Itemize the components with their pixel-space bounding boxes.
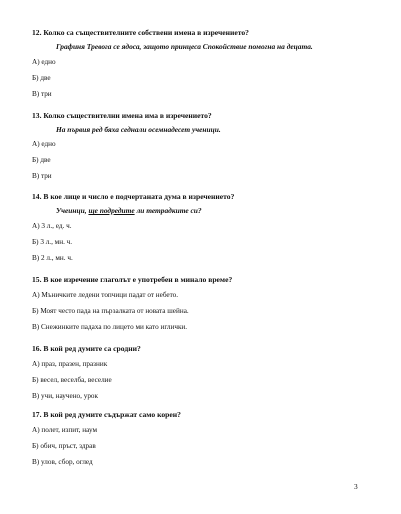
question-17-option-a: А) полет, изпит, наум <box>32 426 97 434</box>
question-12-sentence: Графиня Тревога се ядоса, защото принцеса Спокойствие помогна на децата. <box>56 42 313 51</box>
question-17-option-b: Б) обич, пръст, здрав <box>32 442 96 450</box>
question-15-option-b: Б) Моят често пада на пързалката от новата шейна. <box>32 307 189 315</box>
question-16-option-b: Б) весел, веселба, веселие <box>32 376 112 384</box>
question-17 <box>32 410 377 466</box>
question-13-option-a: А) едно <box>32 140 56 148</box>
question-13-option-b: Б) две <box>32 156 51 164</box>
question-14-option-a: А) 3 л., ед. ч. <box>32 222 72 230</box>
question-14-sentence <box>56 206 377 216</box>
question-12-option-b: Б) две <box>32 74 51 82</box>
question-14-title: 14. В кое лице и число е подчертаната дума в изречението? <box>32 192 235 201</box>
question-16 <box>32 344 377 400</box>
question-14-sentence-end: ли тетрадките си? <box>134 206 202 215</box>
question-12-option-a: А) едно <box>32 58 56 66</box>
question-15-option-c: В) Снежинките падаха по лицето ми като иглички. <box>32 323 188 331</box>
question-15-title: 15. В кое изречение глаголът е употребен в минало време? <box>32 275 233 284</box>
question-17-option-c: В) улов, сбор, оглед <box>32 458 93 466</box>
question-13-option-c: В) три <box>32 172 52 180</box>
question-14-sentence-start: Учеинци, <box>56 206 89 215</box>
question-14 <box>32 192 377 262</box>
question-16-option-c: В) учи, научено, урок <box>32 392 99 400</box>
question-17-title: 17. В кой ред думите съдържат само корен? <box>32 410 181 419</box>
question-13-sentence: На първия ред бяха седнали осемнадесет ученици. <box>56 125 221 134</box>
question-12-option-c: В) три <box>32 90 52 98</box>
question-15 <box>32 275 377 331</box>
underlined-word: ще подредите <box>88 206 135 215</box>
question-13 <box>32 111 377 180</box>
question-15-option-a: А) Мъничките ледени топчици падат от небето. <box>32 291 179 299</box>
question-16-title: 16. В кой ред думите са сродни? <box>32 344 141 353</box>
question-14-option-b: Б) 3 л., мн. ч. <box>32 238 73 246</box>
question-12-title: 12. Колко са съществителните собствени имена в изречението? <box>32 28 249 37</box>
question-14-option-c: В) 2 л., мн. ч. <box>32 254 73 262</box>
question-13-title: 13. Колко съществителни имена има в изречението? <box>32 111 212 120</box>
question-16-option-a: А) праз, празен, празник <box>32 360 108 368</box>
page-number: 3 <box>354 482 358 491</box>
question-12 <box>32 28 377 98</box>
